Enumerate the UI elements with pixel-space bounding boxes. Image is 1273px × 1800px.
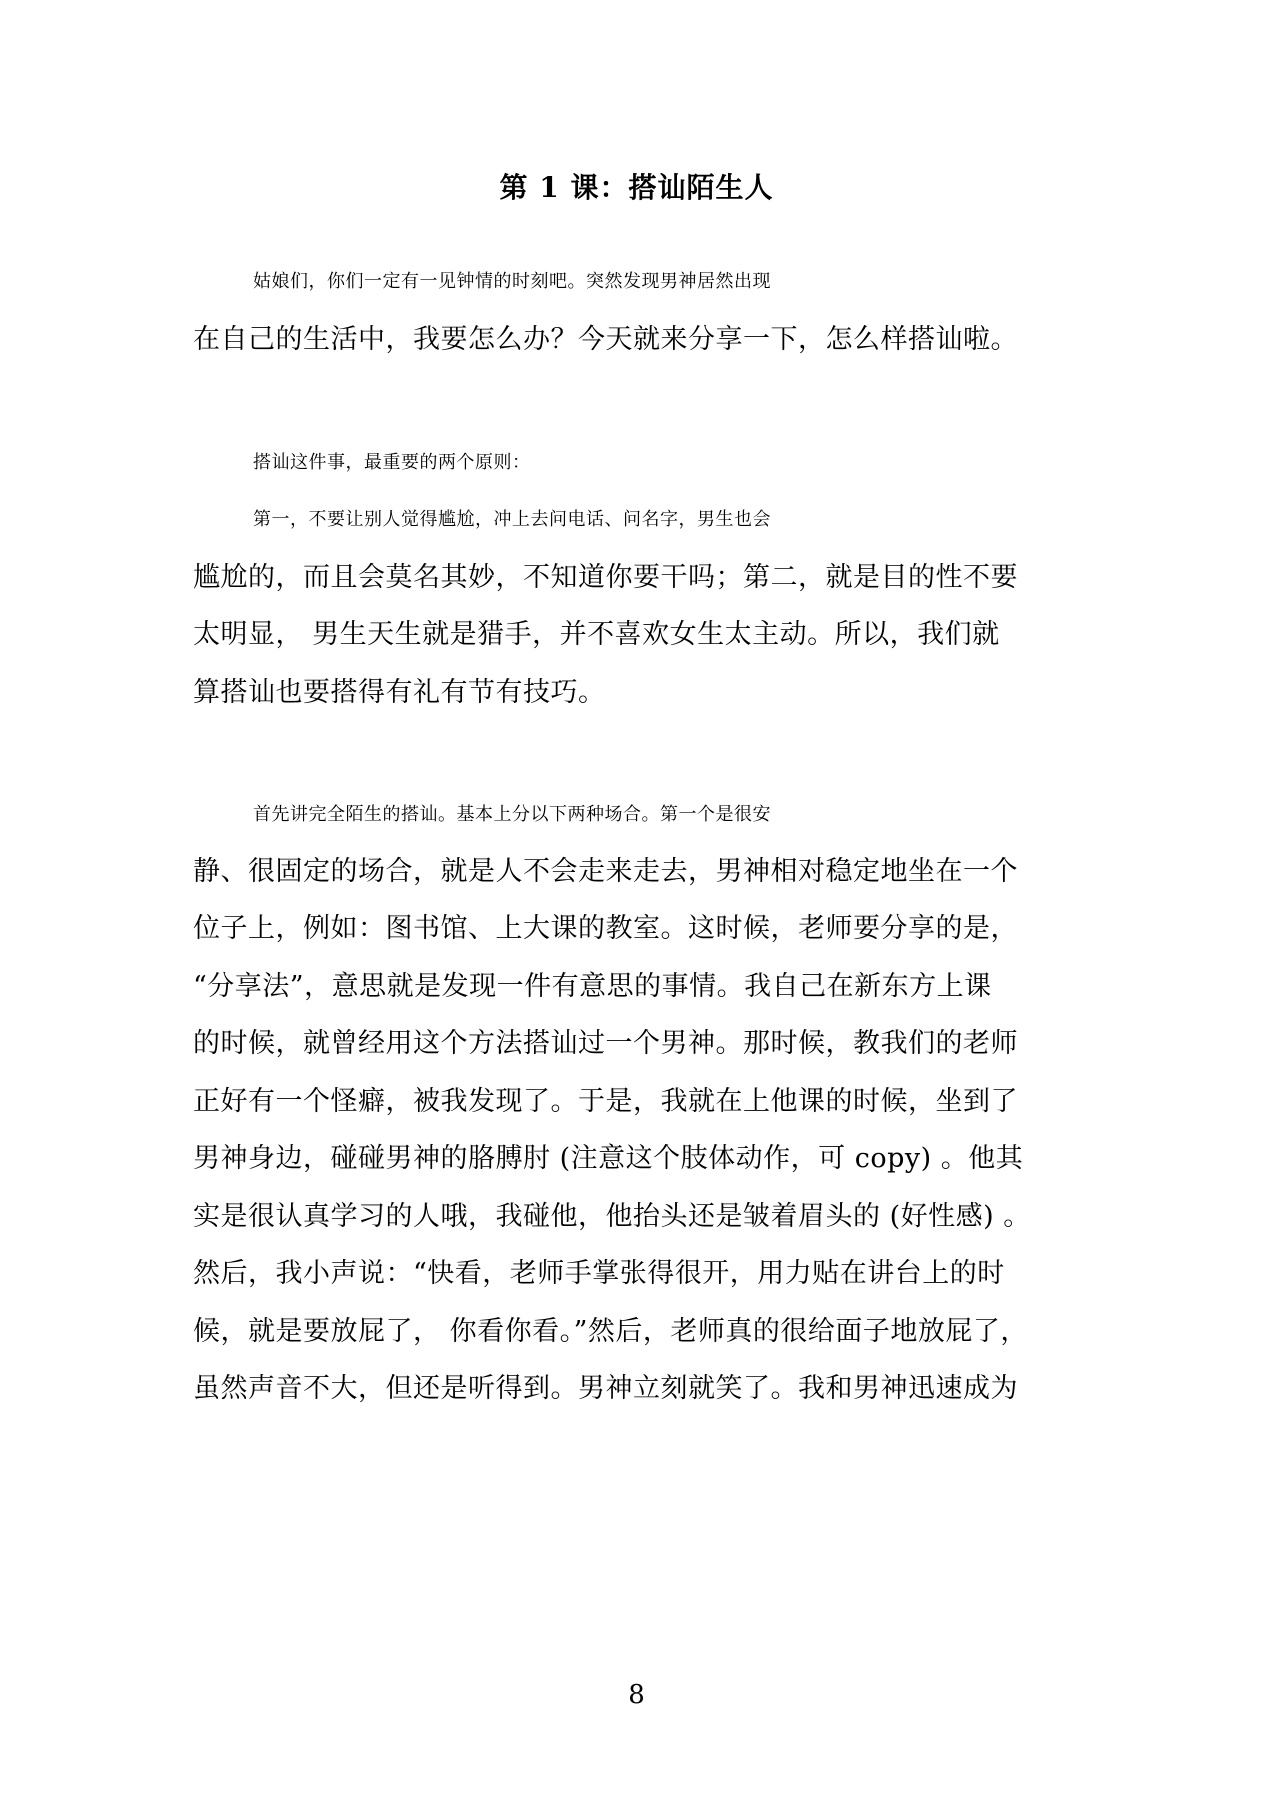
lesson-title: 第 1 课：搭讪陌生人: [499, 171, 774, 204]
paragraph-line: 在自己的生活中，我要怎么办？今天就来分享一下，怎么样搭讪啦。: [193, 324, 1018, 355]
paragraph-line: 算搭讪也要搭得有礼有节有技巧。: [193, 677, 606, 708]
paragraph-line: 位子上，例如：图书馆、上大课的教室。这时候，老师要分享的是，: [193, 913, 1018, 944]
paragraph-line: 虽然声音不大，但还是听得到。男神立刻就笑了。我和男神迅速成为: [193, 1373, 1018, 1404]
paragraph-line: 的时候，就曾经用这个方法搭讪过一个男神。那时候，教我们的老师: [193, 1028, 1018, 1059]
paragraph-line: 然后，我小声说：“快看，老师手掌张得很开，用力贴在讲台上的时: [193, 1258, 1005, 1289]
paragraph-line: 候，就是要放屁了， 你看你看。”然后，老师真的很给面子地放屁了，: [193, 1316, 1028, 1347]
paragraph-line: 实是很认真学习的人哦，我碰他，他抬头还是皱着眉头的 (好性感) 。: [193, 1201, 1031, 1232]
paragraph-line: 男神身边，碰碰男神的胳膊肘 (注意这个肢体动作，可 copy) 。他其: [193, 1143, 1024, 1174]
paragraph-line: 搭讪这件事，最重要的两个原则：: [253, 452, 531, 473]
paragraph-line: 第一，不要让别人觉得尴尬，冲上去问电话、问名字，男生也会: [253, 509, 771, 530]
paragraph-line: 太明显， 男生天生就是猎手，并不喜欢女生太主动。所以，我们就: [193, 619, 1000, 650]
paragraph-line: “分享法”，意思就是发现一件有意思的事情。我自己在新东方上课: [193, 971, 992, 1002]
paragraph-line: 静、很固定的场合，就是人不会走来走去，男神相对稳定地坐在一个: [193, 856, 1018, 887]
paragraph-line: 首先讲完全陌生的搭讪。基本上分以下两种场合。第一个是很安: [253, 804, 771, 825]
paragraph-line: 姑娘们，你们一定有一见钟情的时刻吧。突然发现男神居然出现: [253, 271, 771, 292]
paragraph-line: 正好有一个怪癖，被我发现了。于是，我就在上他课的时候，坐到了: [193, 1086, 1018, 1117]
page-number: 8: [628, 1680, 645, 1710]
paragraph-line: 尴尬的，而且会莫名其妙，不知道你要干吗；第二，就是目的性不要: [193, 562, 1018, 593]
